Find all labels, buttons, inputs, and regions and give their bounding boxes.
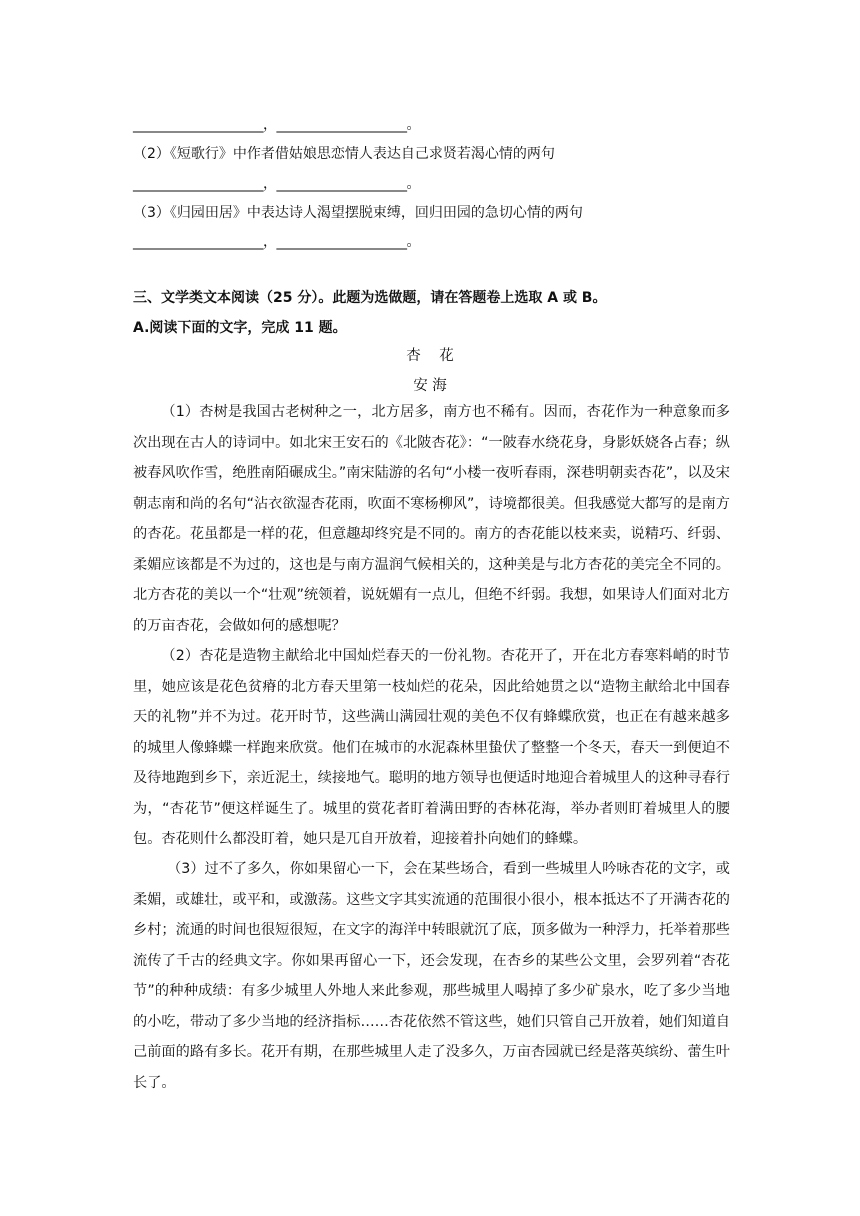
article-title: 杏 花 xyxy=(406,348,454,364)
question-2-prompt: （2）《短歌行》中作者借姑娘思恋情人表达自己求贤若渴心情的两句 xyxy=(133,146,555,162)
sub-heading: A.阅读下面的文字，完成 11 题。 xyxy=(133,320,347,336)
paragraph-1: （1）杏树是我国古老树种之一，北方居多，南方也不稀有。因而，杏花作为一种意象而多次出现在古人的诗词中。如北宋王安石的《北陂杏花》：“一陂春水绕花身，身影妖娆各占春；纵被春风吹作雪，绝胜南陌碾成尘。”南宋陆游的名句“小楼一夜听春雨，深巷明朝卖杏花”，以及宋朝志南和尚的名句“沾衣欲湿杏花雨，吹面不寒杨柳风”，诗境都很美。但我感觉大都写的是南方的杏花。花虽都是一样的花，但意趣却终究是不同的。南方的杏花能以枝来卖，说精巧、纤弱、柔媚应该都是不为过的，这也是与南方温润气候相关的，这种美是与北方杏花的美完全不同的。北方杏花的美以一个“壮观”统领着，说妩媚有一点儿，但绝不纤弱。我想，如果诗人们面对北方的万亩杏花，会做如何的感想呢？ xyxy=(133,404,730,634)
section-heading: 三、文学类文本阅读（25 分）。此题为选做题，请在答题卷上选取 A 或 B。 xyxy=(133,290,607,306)
fill-blank-answer-line[interactable]: ____________________，____________________。 xyxy=(133,117,420,133)
paragraph-3: （3）过不了多久，你如果留心一下，会在某些场合，看到一些城里人吟咏杏花的文字，或柔媚，或雄壮，或平和，或激荡。这些文字其实流通的范围很小很小，根本抵达不了开满杏花的乡村；流通的时间也很短很短，在文字的海洋中转眼就沉了底，顶多做为一种浮力，托举着那些流传了千古的经典文字。你如果再留心一下，还会发现，在杏乡的某些公文里，会罗列着“杏花节”的种种成绩：有多少城里人外地人来此参观，那些城里人喝掉了多少矿泉水，吃了多少当地的小吃，带动了多少当地的经济指标……杏花依然不管这些，她们只管自己开放着，她们知道自己前面的路有多长。花开有期，在那些城里人走了没多久，万亩杏园就已经是落英缤纷、蕾生叶长了。 xyxy=(133,861,730,1091)
question-3-answer-line[interactable]: ____________________，____________________。 xyxy=(133,234,420,250)
paragraph-2: （2）杏花是造物主献给北中国灿烂春天的一份礼物。杏花开了，开在北方春寒料峭的时节里，她应该是花色贫瘠的北方春天里第一枝灿烂的花朵，因此给她贯之以“造物主献给北中国春天的礼物”并不为过。花开时节，这些满山满园壮观的美色不仅有蜂蝶欣赏，也正在有越来越多的城里人像蜂蝶一样跑来欣赏。他们在城市的水泥森林里蛰伏了整整一个冬天，春天一到便迫不及待地跑到乡下，亲近泥土，续接地气。聪明的地方领导也便适时地迎合着城里人的这种寻春行为，“杏花节”便这样诞生了。城里的赏花者盯着满田野的杏林花海，举办者则盯着城里人的腰包。杏花则什么都没盯着，她只是兀自开放着，迎接着扑向她们的蜂蝶。 xyxy=(133,648,730,847)
article-author: 安 海 xyxy=(413,378,447,394)
question-2-answer-line[interactable]: ____________________，____________________。 xyxy=(133,176,420,192)
question-3-prompt: （3）《归园田居》中表达诗人渴望摆脱束缚，回归田园的急切心情的两句 xyxy=(133,205,583,221)
